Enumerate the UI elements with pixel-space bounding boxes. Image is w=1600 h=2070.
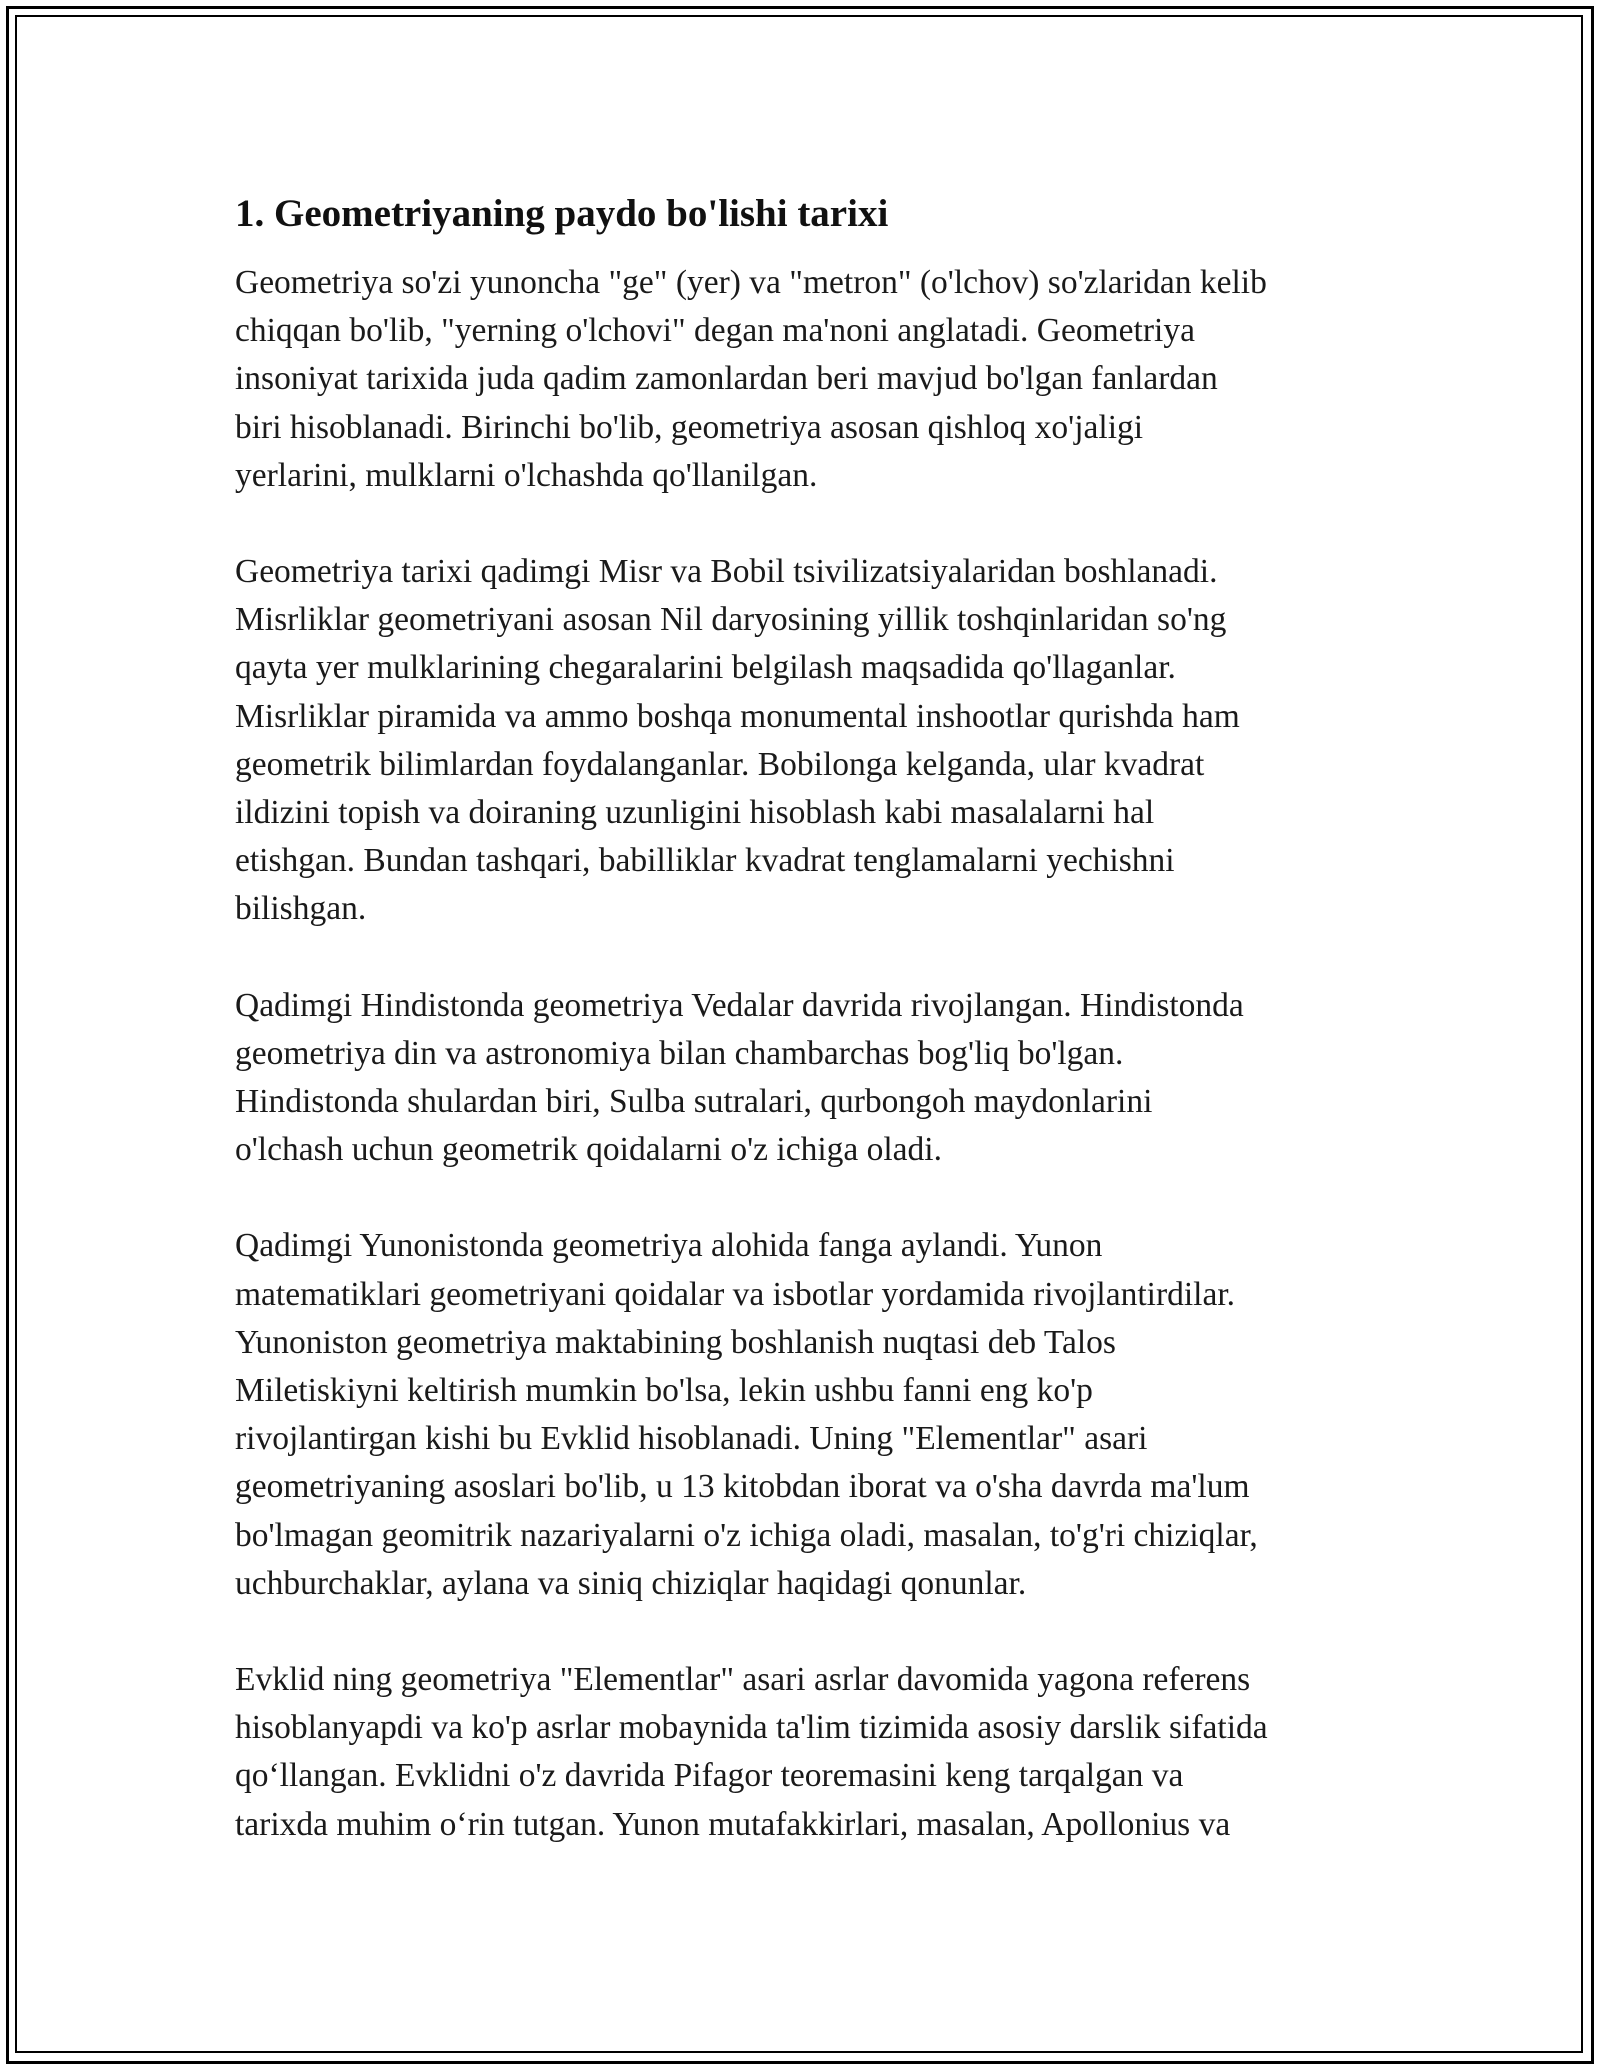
text-line: Geometriya tarixi qadimgi Misr va Bobil tsivilizatsiyalaridan boshlanadi. [235, 553, 1218, 591]
paragraph-1 [235, 259, 1375, 500]
text-line: qayta yer mulklarining chegaralarini belgilash maqsadida qo'llaganlar. [235, 649, 1176, 687]
text-line: biri hisoblanadi. Birinchi bo'lib, geometriya asosan qishloq xo'jaligi [235, 408, 1144, 446]
text-line: Geometriya so'zi yunoncha "ge" (yer) va "metron" (o'lchov) so'zlaridan kelib [235, 264, 1267, 301]
text-line: Misrliklar piramida va ammo boshqa monumental inshootlar qurishda ham [235, 697, 1240, 735]
text-line: yerlarini, mulklarni o'lchashda qo'llanilgan. [235, 456, 818, 494]
text-line: etishgan. Bundan tashqari, babilliklar kvadrat tenglamalarni yechishni [235, 842, 1175, 880]
text-line: insoniyat tarixida juda qadim zamonlardan beri mavjud bo'lgan fanlardan [235, 360, 1218, 398]
document-body [235, 188, 1375, 1897]
text-line: Yunoniston geometriya maktabining boshlanish nuqtasi deb Talos [235, 1323, 1116, 1361]
text-line: o'lchash uchun geometrik qoidalarni o'z ichiga oladi. [235, 1131, 942, 1169]
paragraph-2 [235, 548, 1375, 934]
text-line: tarixda muhim o‘rin tutgan. Yunon mutafakkirlari, masalan, Apollonius va [235, 1805, 1231, 1843]
text-line: Misrliklar geometriyani asosan Nil daryosining yillik toshqinlaridan so'ng [235, 601, 1227, 639]
text-line: bilishgan. [235, 890, 367, 928]
paragraph-4 [235, 1222, 1375, 1608]
text-line: chiqqan bo'lib, "yerning o'lchovi" degan ma'noni anglatadi. Geometriya [235, 312, 1195, 350]
text-line: geometriya din va astronomiya bilan chambarchas bog'liq bo'lgan. [235, 1034, 1124, 1072]
text-line: uchburchaklar, aylana va siniq chiziqlar haqidagi qonunlar. [235, 1564, 1027, 1602]
text-line: Evklid ning geometriya "Elementlar" asari asrlar davomida yagona referens [235, 1661, 1251, 1699]
text-line: Qadimgi Yunonistonda geometriya alohida fanga aylandi. Yunon [235, 1227, 1103, 1265]
text-line: geometrik bilimlardan foydalanganlar. Bobilonga kelganda, ular kvadrat [235, 745, 1205, 783]
text-line: bo'lmagan geomitrik nazariyalarni o'z ichiga oladi, masalan, to'g'ri chiziqlar, [235, 1516, 1258, 1554]
text-line: hisoblanyapdi va ko'p asrlar mobaynida ta'lim tizimida asosiy darslik sifatida [235, 1709, 1268, 1747]
section-heading: 1. Geometriyaning paydo bo'lishi tarixi [235, 192, 889, 235]
text-line: Qadimgi Hindistonda geometriya Vedalar davrida rivojlangan. Hindistonda [235, 986, 1244, 1024]
paragraph-3 [235, 982, 1375, 1175]
text-line: geometriyaning asoslari bo'lib, u 13 kitobdan iborat va o'sha davrda ma'lum [235, 1468, 1250, 1506]
text-line: qo‘llangan. Evklidni o'z davrida Pifagor teoremasini keng tarqalgan va [235, 1757, 1184, 1795]
text-line: rivojlantirgan kishi bu Evklid hisoblanadi. Uning "Elementlar" asari [235, 1420, 1148, 1458]
text-line: ildizini topish va doiraning uzunligini hisoblash kabi masalalarni hal [235, 794, 1155, 832]
paragraph-5 [235, 1656, 1375, 1849]
text-line: matematiklari geometriyani qoidalar va isbotlar yordamida rivojlantirdilar. [235, 1275, 1236, 1313]
text-line: Miletiskiyni keltirish mumkin bo'lsa, lekin ushbu fanni eng ko'p [235, 1372, 1093, 1410]
text-line: Hindistonda shulardan biri, Sulba sutralari, qurbongoh maydonlarini [235, 1083, 1153, 1121]
